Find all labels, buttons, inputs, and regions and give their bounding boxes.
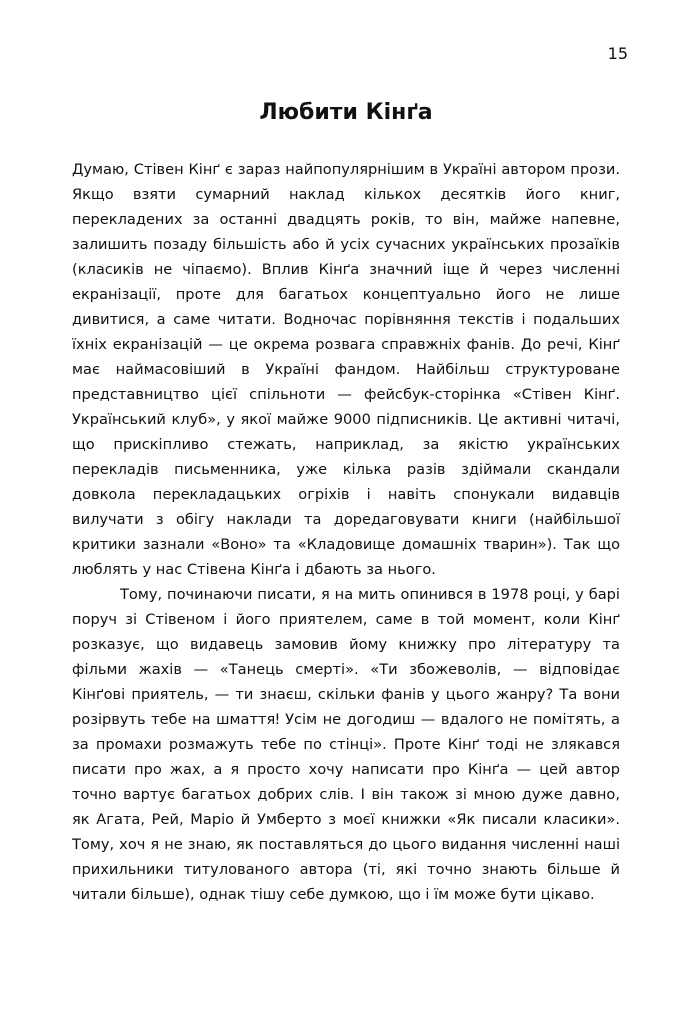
paragraph-2: Тому, починаючи писати, я на мить опинився в 1978 році, у барі поруч зі Стівеном і його приятелем, саме в той момент, коли Кінґ розказує, що видавець замовив йому книжку про літературу та фільми жахів — «Танець смерті». «Ти збожеволів, — відповідає Кінґові приятель, — ти знаєш, скільки фанів у цього жанру? Та вони розірвуть тебе на шматтяǃ Усім не догодиш — вдалого не помітять, а за промахи розмажуть тебе по стінці». Проте Кінґ тоді не злякався писати про жах, а я просто хочу написати про Кінґа — цей автор точно вартує багатьох добрих слів. І він також зі мною дуже давно, як Агата, Рей, Маріо й Умберто з моєї книжки «Як писали класики». Тому, хоч я не знаю, як поставляться до цього видання численні наші прихильники титулованого автора (ті, які точно знають більше й читали більше), однак тішу себе думкою, що і їм може бути цікаво. <box>72 586 620 903</box>
body-text <box>72 157 620 907</box>
chapter-title: Любити Кінґа <box>259 100 433 125</box>
paragraph-1: Думаю, Стівен Кінґ є зараз найпопулярнішим в Україні автором прози. Якщо взяти сумарний наклад кількох десятків його книг, перекладених за останні двадцять років, то він, майже напевне, залишить позаду більшість або й усіх сучасних українських прозаїків (класиків не чіпаємо). Вплив Кінґа значний іще й через численні екранізації, проте для багатьох концептуально його не лише дивитися, а саме читати. Водночас порівняння текстів і подальших їхніх екранізацій — це окрема розвага справжніх фанів. До речі, Кінґ має наймасовіший в Україні фандом. Найбільш структуроване представництво цієї спільноти — фейсбук-сторінка «Стівен Кінґ. Український клуб», у якої майже 9000 підписників. Це активні читачі, що прискіпливо стежать, наприклад, за якістю українських перекладів письменника, уже кілька разів здіймали скандали довкола перекладацьких огріхів і навіть спонукали видавців вилучати з обігу наклади та доредаговувати книги (найбільшої критики зазнали «Воно» та «Кладовище домашніх тварин»). Так що люблять у нас Стівена Кінґа і дбають за нього. <box>72 161 620 578</box>
page-number: 15 <box>607 44 628 63</box>
